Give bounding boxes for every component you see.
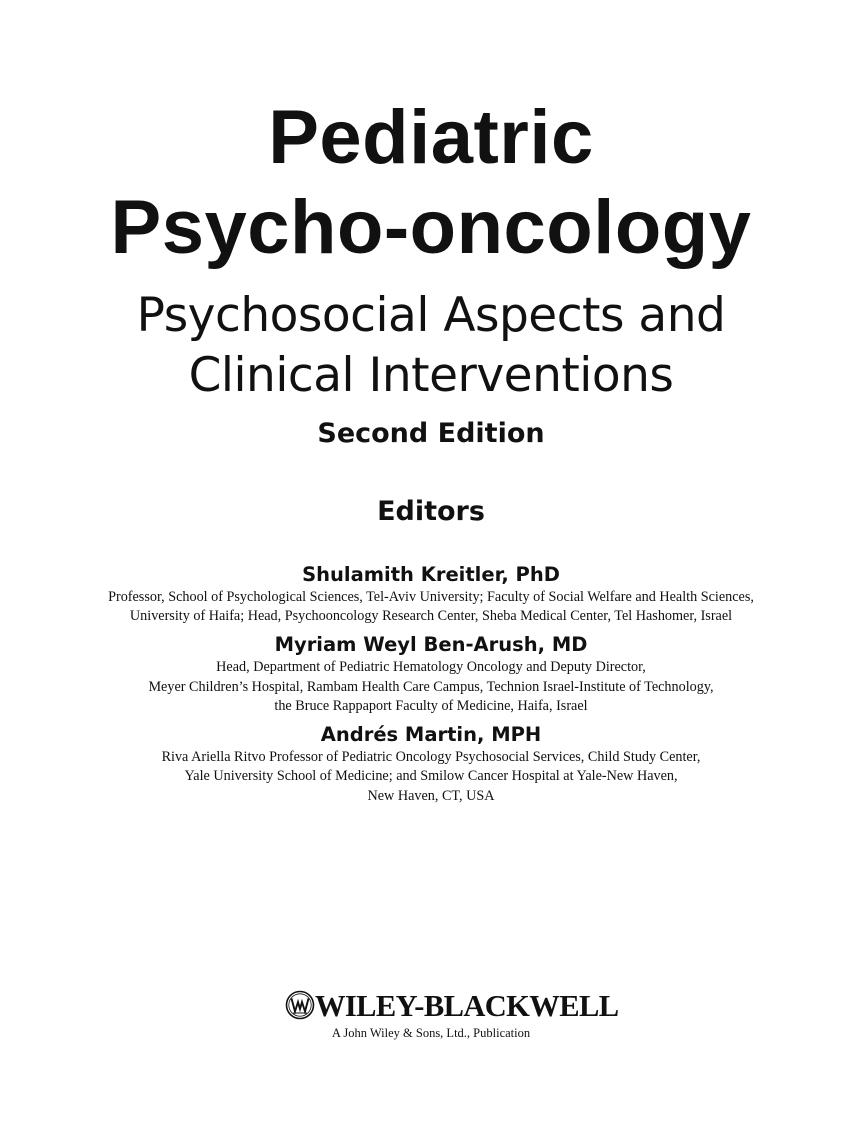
editor-affiliation-line: Professor, School of Psychological Sciences, Tel-Aviv University; Faculty of Social Welfare and Health Sciences, [108, 589, 754, 605]
publisher-tagline: A John Wiley & Sons, Ltd., Publication [331, 1026, 531, 1040]
editor-name: Andrés Martin, MPH [320, 723, 542, 746]
editor-affiliation-line: the Bruce Rappaport Faculty of Medicine, Haifa, Israel [274, 698, 588, 714]
editor-affiliation-line: Yale University School of Medicine; and Smilow Cancer Hospital at Yale-New Haven, [184, 768, 678, 784]
editor-name: Shulamith Kreitler, PhD [302, 563, 560, 586]
editor-affiliation-line: New Haven, CT, USA [367, 788, 495, 804]
editor-affiliation-line: Meyer Children’s Hospital, Rambam Health Care Campus, Technion Israel-Institute of Technology, [148, 679, 714, 695]
editor-affiliation-line: University of Haifa; Head, Psychooncology Research Center, Sheba Medical Center, Tel Hashomer, Israel [129, 608, 733, 624]
book-subtitle-line-1: Psychosocial Aspects and [136, 288, 726, 343]
editor-affiliation-line: Head, Department of Pediatric Hematology Oncology and Deputy Director, [216, 659, 646, 675]
publisher-name: WILEY-BLACKWELL [315, 989, 619, 1023]
publisher-imprint [285, 989, 619, 1023]
edition-label: Second Edition [317, 418, 545, 449]
book-title-line-2: Psycho-oncology [110, 185, 752, 270]
editor-name: Myriam Weyl Ben-Arush, MD [274, 633, 588, 656]
editor-affiliation-line: Riva Ariella Ritvo Professor of Pediatric Oncology Psychosocial Services, Child Study Center, [161, 749, 701, 765]
editors-heading: Editors [377, 496, 485, 527]
book-subtitle-line-2: Clinical Interventions [188, 348, 674, 403]
book-title-line-1: Pediatric [268, 95, 594, 180]
wiley-logo-icon [285, 990, 315, 1020]
